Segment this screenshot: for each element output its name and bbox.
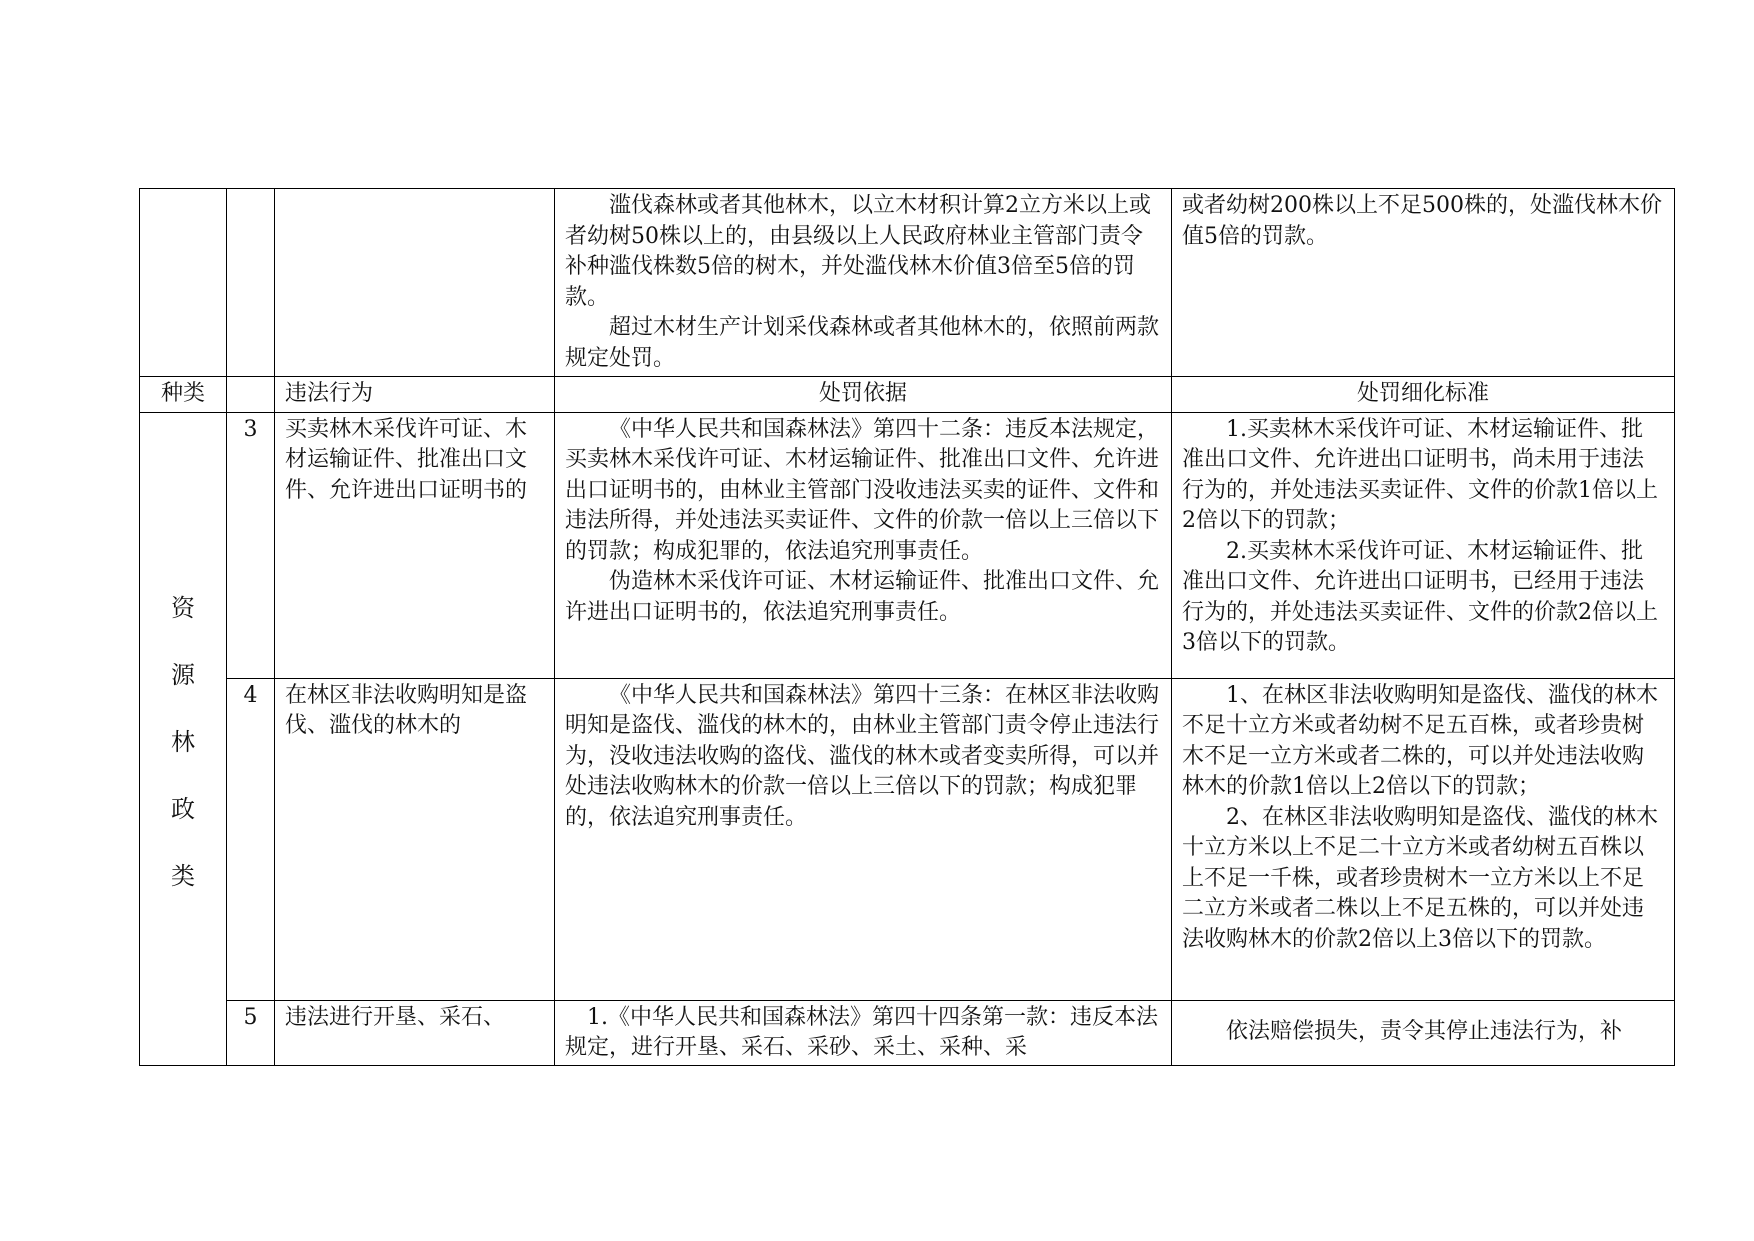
standard-paragraph: 1、在林区非法收购明知是盗伐、滥伐的林木不足十立方米或者幼树不足五百株，或者珍贵树木不足一立方米或者二株的，可以并处违法收购林木的价款1倍以上2倍以下的罚款； (1182, 682, 1658, 799)
standard-paragraph: 依法赔偿损失，责令其停止违法行为，补 (1226, 1018, 1623, 1044)
violation-cell: 买卖林木采伐许可证、木材运输证件、批准出口文件、允许进出口证明书的 (275, 412, 555, 678)
header-number (227, 377, 275, 413)
row-number: 4 (227, 678, 275, 1000)
basis-cell (555, 189, 1172, 377)
standard-cell (1172, 189, 1675, 377)
row-number: 3 (227, 412, 275, 678)
header-basis: 处罚依据 (555, 377, 1172, 413)
table-row (140, 412, 1675, 678)
basis-paragraph: 超过木材生产计划采伐森林或者其他林木的，依照前两款规定处罚。 (565, 315, 1160, 371)
standard-paragraph: 或者幼树200株以上不足500株的，处滥伐林木价值5倍的罚款。 (1182, 193, 1662, 249)
table-row (140, 1000, 1675, 1065)
header-violation: 违法行为 (275, 377, 555, 413)
category-cell-empty (140, 189, 227, 377)
standard-cell (1172, 1000, 1675, 1065)
basis-cell (555, 412, 1172, 678)
table-row-continuation (140, 189, 1675, 377)
category-char: 资 (171, 593, 195, 622)
standard-paragraph: 2.买卖林木采伐许可证、木材运输证件、批准出口文件、允许进出口证明书，已经用于违法行为的，并处违法买卖证件、文件的价款2倍以上3倍以下的罚款。 (1182, 538, 1658, 655)
violation-cell: 违法进行开垦、采石、 (275, 1000, 555, 1065)
category-label (168, 415, 198, 910)
category-char: 类 (171, 861, 195, 890)
header-category: 种类 (140, 377, 227, 413)
basis-cell (555, 678, 1172, 1000)
basis-paragraph: 《中华人民共和国森林法》第四十三条：在林区非法收购明知是盗伐、滥伐的林木的，由林业主管部门责令停止违法行为，没收违法收购的盗伐、滥伐的林木或者变卖所得，可以并处违法收购林木的价款一倍以上三倍以下的罚款；构成犯罪的，依法追究刑事责任。 (565, 682, 1160, 830)
basis-paragraph: 1.《中华人民共和国森林法》第四十四条第一款：违反本法规定，进行开垦、采石、采砂、采土、采种、采 (565, 1004, 1158, 1060)
table-header-row (140, 377, 1675, 413)
violation-cell-empty (275, 189, 555, 377)
header-standard: 处罚细化标准 (1172, 377, 1675, 413)
basis-paragraph: 《中华人民共和国森林法》第四十二条：违反本法规定，买卖林木采伐许可证、木材运输证件、批准出口文件、允许进出口证明书的，由林业主管部门没收违法买卖的证件、文件和违法所得，并处违法买卖证件、文件的价款一倍以上三倍以下的罚款；构成犯罪的，依法追究刑事责任。 (565, 416, 1160, 564)
table-row (140, 678, 1675, 1000)
number-cell-empty (227, 189, 275, 377)
penalty-standards-table (139, 188, 1675, 1066)
basis-cell (555, 1000, 1172, 1065)
standard-cell (1172, 412, 1675, 678)
violation-cell: 在林区非法收购明知是盗伐、滥伐的林木的 (275, 678, 555, 1000)
category-cell (140, 412, 227, 1065)
standard-paragraph: 2、在林区非法收购明知是盗伐、滥伐的林木十立方米以上不足二十立方米或者幼树五百株以上不足一千株，或者珍贵树木一立方米以上不足二立方米或者二株以上不足五株的，可以并处违法收购林木的价款2倍以上3倍以下的罚款。 (1182, 804, 1658, 952)
row-number: 5 (227, 1000, 275, 1065)
standard-paragraph: 1.买卖林木采伐许可证、木材运输证件、批准出口文件、允许进出口证明书，尚未用于违法行为的，并处违法买卖证件、文件的价款1倍以上2倍以下的罚款； (1182, 416, 1658, 533)
standard-cell (1172, 678, 1675, 1000)
basis-paragraph: 伪造林木采伐许可证、木材运输证件、批准出口文件、允许进出口证明书的，依法追究刑事责任。 (565, 569, 1160, 625)
category-char: 林 (171, 727, 195, 756)
category-char: 政 (171, 794, 195, 823)
basis-paragraph: 滥伐森林或者其他林木，以立木材积计算2立方米以上或者幼树50株以上的，由县级以上人民政府林业主管部门责令补种滥伐株数5倍的树木，并处滥伐林木价值3倍至5倍的罚款。 (565, 193, 1151, 310)
category-char: 源 (171, 660, 195, 689)
